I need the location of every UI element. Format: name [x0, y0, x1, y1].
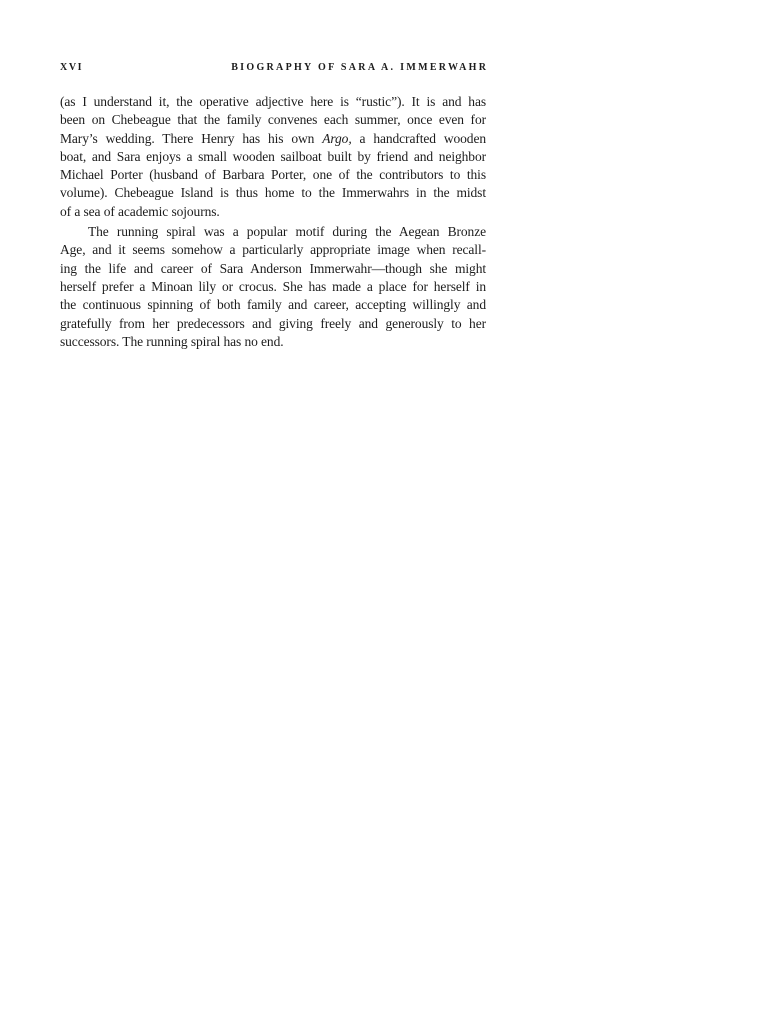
text-segment: boat, and Sara enjoys a small wooden sailboat built by friend and neighbor: [60, 148, 486, 164]
text-line: [60, 296, 486, 314]
text-segment: Age, and it seems somehow a particularly appropriate image when recall-: [60, 242, 486, 258]
text-line: [60, 93, 486, 111]
text-line: [60, 260, 486, 278]
text-segment: herself prefer a Minoan lily or crocus. She has made a place for herself in: [60, 278, 486, 294]
text-line: [60, 223, 486, 241]
text-line: [60, 130, 486, 148]
text-segment: of a sea of academic sojourns.: [60, 203, 220, 219]
text-line: [60, 184, 486, 202]
text-segment: (as I understand it, the operative adjective here is “rustic”). It is and has: [60, 94, 486, 109]
running-title: BIOGRAPHY OF SARA A. IMMERWAHR: [231, 62, 489, 73]
text-line: [60, 203, 486, 221]
text-line: [60, 111, 486, 129]
page-number: XVI: [60, 62, 84, 73]
text-segment: been on Chebeague that the family convenes each summer, once even for: [60, 112, 486, 128]
text-segment: the continuous spinning of both family and career, accepting willingly and: [60, 297, 486, 313]
body-text: [60, 93, 486, 351]
text-line: [60, 241, 486, 259]
paragraph: [60, 93, 486, 221]
text-segment: ing the life and career of Sara Anderson Immerwahr—though she might: [60, 260, 486, 276]
text-segment: Mary’s wedding. There Henry has his own: [60, 130, 323, 146]
text-segment: volume). Chebeague Island is thus home to the Immerwahrs in the midst: [60, 185, 486, 201]
text-line: [60, 148, 486, 166]
text-line: [60, 166, 486, 184]
text-segment: The running spiral was a popular motif during the Aegean Bronze: [88, 224, 486, 240]
text-segment: a handcrafted wooden: [351, 130, 486, 146]
text-line: [60, 333, 486, 351]
text-line: [60, 278, 486, 296]
text-segment: Michael Porter (husband of Barbara Porter, one of the contributors to this: [60, 167, 486, 183]
text-segment: gratefully from her predecessors and giving freely and generously to her: [60, 315, 486, 331]
paragraph: [60, 223, 486, 351]
italic-text: Argo,: [322, 130, 352, 146]
text-segment: successors. The running spiral has no end.: [60, 333, 284, 349]
page-header: [60, 62, 489, 73]
text-line: [60, 315, 486, 333]
